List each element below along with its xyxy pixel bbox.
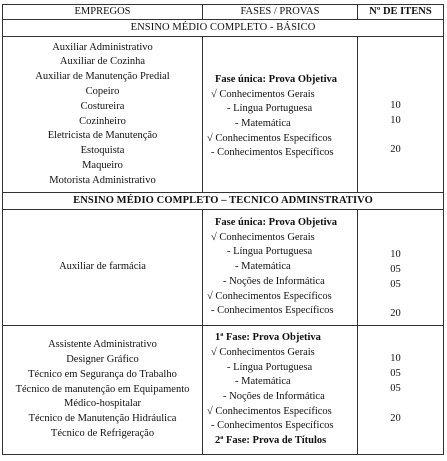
emprego-item: Técnico de Manutenção Hidráulica <box>28 413 177 425</box>
itens-value: 10 <box>390 249 401 260</box>
fase-title: 2ª Fase: Prova de Títulos <box>215 435 327 447</box>
fase-item: - Conhecimentos Específicos <box>211 305 334 317</box>
itens-value: 05 <box>390 264 401 275</box>
itens-value: 10 <box>390 100 401 111</box>
emprego-item: Médico-hospitalar <box>64 398 141 410</box>
fase-item: - Língua Portuguesa <box>227 103 313 115</box>
fase-title: Fase única: Prova Objetiva <box>215 217 338 229</box>
header-empregos: EMPREGOS <box>3 5 203 20</box>
fases-cell <box>203 210 358 326</box>
section-row <box>3 37 444 193</box>
emprego-item: Auxiliar de Cozinha <box>59 56 146 68</box>
jobs-table <box>2 4 444 455</box>
fase-item: - Matemática <box>235 261 291 273</box>
emprego-item: Copeiro <box>85 85 120 97</box>
itens-value: 05 <box>390 383 401 394</box>
header-fases: FASES / PROVAS <box>203 5 358 20</box>
itens-cell <box>358 210 444 326</box>
section-row <box>3 210 444 326</box>
fase-item: √ Conhecimentos Gerais <box>211 346 315 358</box>
empregos-cell <box>3 37 203 193</box>
fase-item: √ Conhecimentos Específicos <box>207 290 332 302</box>
header-row <box>3 5 444 20</box>
section-title: ENSINO MÉDIO COMPLETO – TECNICO ADMINSTRATIVO <box>3 193 444 210</box>
fase-item: √ Conhecimentos Gerais <box>211 88 315 100</box>
fase-title: Fase única: Prova Objetiva <box>215 73 338 85</box>
empregos-cell <box>3 326 203 455</box>
itens-value: 20 <box>390 144 401 155</box>
emprego-item: Designer Gráfico <box>66 354 139 365</box>
emprego-item: Estoquista <box>80 145 125 157</box>
fase-item: √ Conhecimentos Específicos <box>207 405 332 417</box>
section-row <box>3 326 444 455</box>
emprego-item: Técnico de manutenção em Equipamento <box>15 383 190 395</box>
itens-value: 20 <box>390 413 401 424</box>
emprego-item: Assistente Administrativo <box>48 339 157 351</box>
fase-item: √ Conhecimentos Específicos <box>207 132 332 144</box>
header-itens: Nº DE ITENS <box>358 5 444 20</box>
fase-item: - Língua Portuguesa <box>227 246 313 258</box>
fase-item: - Noções de Informática <box>223 275 325 287</box>
itens-cell <box>358 37 444 193</box>
emprego-item: Técnico em Segurança do Trabalho <box>28 368 177 380</box>
fase-item: - Matemática <box>235 376 291 388</box>
emprego-item: Maqueiro <box>82 159 123 171</box>
emprego-item: Cozinheiro <box>79 115 126 127</box>
emprego-item: Técnico de Refrigeração <box>50 427 155 439</box>
section-title: ENSINO MÉDIO COMPLETO - BÁSICO <box>3 20 444 37</box>
emprego-item: Costureira <box>80 100 125 112</box>
fases-cell <box>203 326 358 455</box>
fase-item: - Língua Portuguesa <box>227 361 313 373</box>
itens-cell <box>358 326 444 455</box>
emprego-item: Auxiliar de farmácia <box>59 261 146 273</box>
emprego-item: Auxiliar de Manutenção Predial <box>35 71 170 83</box>
fase-item: - Conhecimentos Específicos <box>211 147 334 159</box>
emprego-item: Auxiliar Administrativo <box>52 41 153 53</box>
itens-value: 10 <box>390 353 401 364</box>
itens-value: 20 <box>390 308 401 319</box>
emprego-item: Eletricista de Manutenção <box>47 130 158 142</box>
empregos-cell <box>3 210 203 326</box>
itens-value: 05 <box>390 368 401 379</box>
fase-item: - Conhecimentos Específicos <box>211 420 334 432</box>
fase-item: - Matemática <box>235 118 291 129</box>
fases-cell <box>203 37 358 193</box>
fase-item: √ Conhecimentos Gerais <box>211 231 315 243</box>
itens-value: 10 <box>390 115 401 126</box>
itens-value: 05 <box>390 279 401 290</box>
fase-item: - Noções de Informática <box>223 391 325 402</box>
fase-title: 1ª Fase: Prova Objetiva <box>215 332 321 344</box>
emprego-item: Motorista Administrativo <box>49 174 156 186</box>
